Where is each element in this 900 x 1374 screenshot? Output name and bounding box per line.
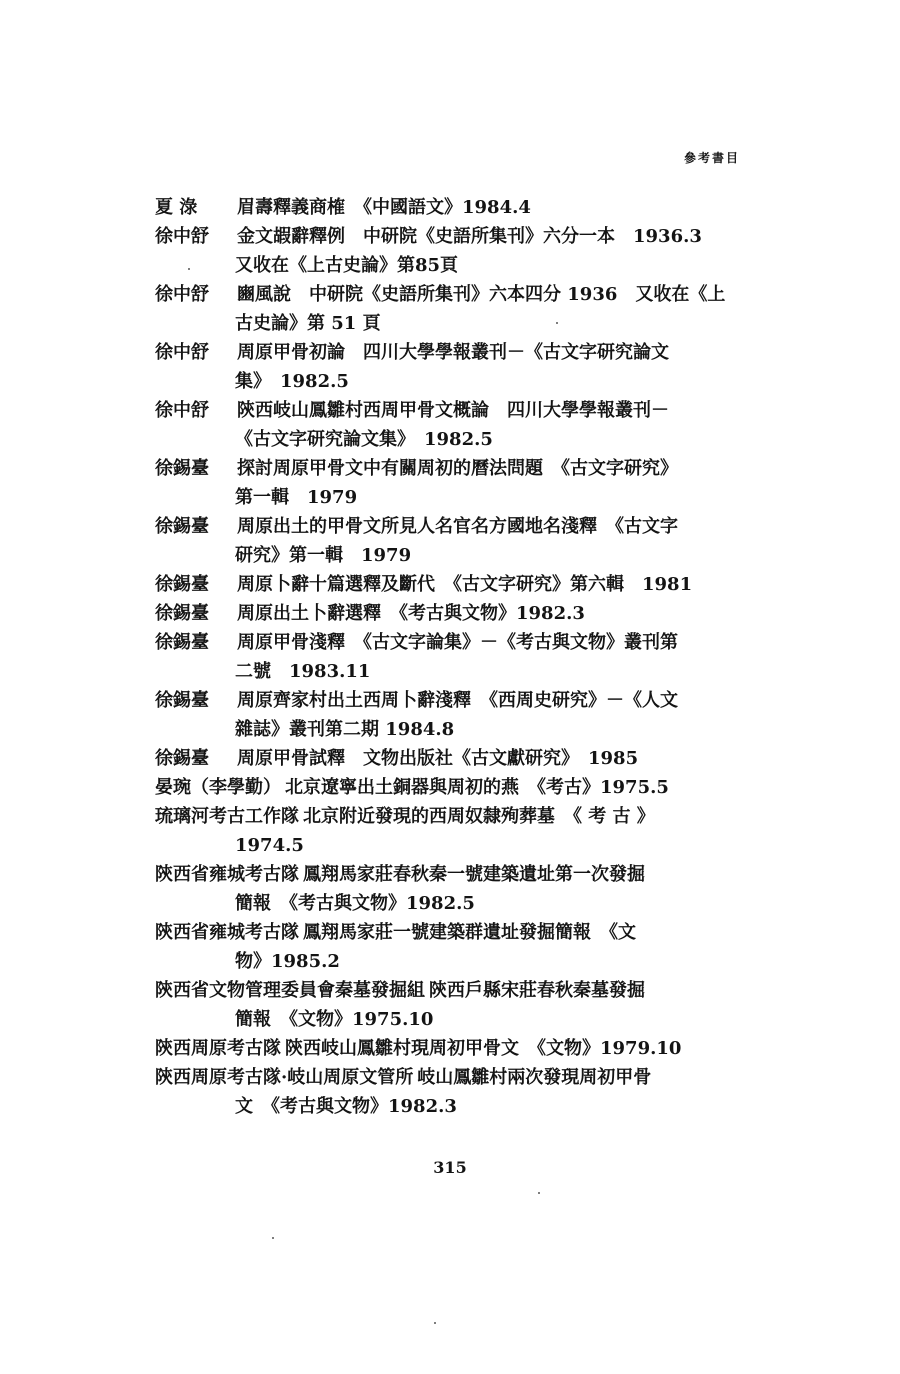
reference-author: 陝西周原考古隊 [155, 1038, 281, 1059]
reference-text: 二號 1983.11 [235, 661, 371, 682]
reference-line [155, 396, 745, 425]
reference-line [155, 251, 745, 280]
reference-text: 周原齊家村出土西周卜辭淺釋 《西周史研究》－《人文 [237, 690, 678, 711]
reference-text: 簡報 《考古與文物》1982.5 [235, 893, 475, 914]
reference-author: 琉璃河考古工作隊 [155, 806, 299, 827]
reference-line [155, 1005, 745, 1034]
reference-entry [155, 1063, 745, 1121]
reference-text: 北京遼寧出土銅器與周初的燕 《考古》1975.5 [285, 777, 669, 798]
reference-text: 集》 1982.5 [235, 371, 349, 392]
reference-line [155, 222, 745, 251]
reference-entry [155, 686, 745, 744]
reference-text: 周原甲骨試釋 文物出版社《古文獻研究》 1985 [237, 748, 639, 769]
reference-entry [155, 338, 745, 396]
reference-author: 徐錫臺 [155, 516, 209, 537]
reference-line [155, 541, 745, 570]
reference-author: 徐錫臺 [155, 603, 209, 624]
reference-line [155, 599, 745, 628]
reference-line [155, 1063, 745, 1092]
reference-line [155, 512, 745, 541]
reference-text: 周原出土的甲骨文所見人名官名方國地名淺釋 《古文字 [237, 516, 678, 537]
reference-text: 金文嘏辭釋例 中研院《史語所集刊》六分一本 1936.3 [237, 226, 702, 247]
reference-line [155, 309, 745, 338]
reference-line [155, 889, 745, 918]
reference-text: 豳風說 中研院《史語所集刊》六本四分 1936 又收在《上 [237, 284, 726, 305]
reference-line [155, 425, 745, 454]
scan-speck [434, 1322, 436, 1324]
reference-text: 1974.5 [235, 835, 304, 856]
reference-entry [155, 512, 745, 570]
reference-text: 研究》第一輯 1979 [235, 545, 412, 566]
reference-author: 陝西省雍城考古隊 [155, 864, 299, 885]
reference-list [155, 193, 745, 1121]
reference-text: 又收在《上古史論》第85頁 [235, 255, 459, 276]
reference-text: 簡報 《文物》1975.10 [235, 1009, 434, 1030]
reference-author: 徐錫臺 [155, 632, 209, 653]
reference-author: 徐中舒 [155, 226, 209, 247]
reference-line [155, 686, 745, 715]
reference-text: 探討周原甲骨文中有關周初的曆法問題 《古文字研究》 [237, 458, 678, 479]
reference-text: 古史論》第 51 頁 [235, 313, 381, 334]
reference-text: 周原甲骨淺釋 《古文字論集》－《考古與文物》叢刊第 [237, 632, 678, 653]
reference-author: 徐錫臺 [155, 574, 209, 595]
scan-speck [556, 322, 558, 324]
reference-author: 徐錫臺 [155, 458, 209, 479]
reference-line [155, 802, 745, 831]
reference-line [155, 1092, 745, 1121]
reference-entry [155, 802, 745, 860]
reference-entry [155, 396, 745, 454]
reference-line [155, 483, 745, 512]
reference-author: 徐中舒 [155, 342, 209, 363]
reference-entry [155, 860, 745, 918]
reference-text: 眉壽釋義商榷 《中國語文》1984.4 [237, 197, 531, 218]
reference-text: 第一輯 1979 [235, 487, 358, 508]
reference-line [155, 570, 745, 599]
reference-author: 陝西省雍城考古隊 [155, 922, 299, 943]
reference-line [155, 454, 745, 483]
reference-line [155, 860, 745, 889]
reference-line [155, 918, 745, 947]
reference-text: 陝西岐山鳳雛村西周甲骨文概論 四川大學學報叢刊－ [237, 400, 669, 421]
reference-line [155, 773, 745, 802]
reference-entry [155, 570, 745, 599]
reference-entry [155, 918, 745, 976]
reference-entry [155, 1034, 745, 1063]
reference-text: 陝西戶縣宋莊春秋秦墓發掘 [429, 980, 645, 1001]
reference-line [155, 280, 745, 309]
reference-line [155, 976, 745, 1005]
reference-author: 徐中舒 [155, 284, 209, 305]
reference-line [155, 367, 745, 396]
reference-entry [155, 599, 745, 628]
reference-entry [155, 628, 745, 686]
reference-author: 徐錫臺 [155, 690, 209, 711]
reference-text: 周原甲骨初論 四川大學學報叢刊－《古文字研究論文 [237, 342, 669, 363]
reference-line [155, 715, 745, 744]
reference-entry [155, 193, 745, 222]
reference-entry [155, 454, 745, 512]
reference-text: 北京附近發現的西周奴隸殉葬墓 《 考 古 》 [303, 806, 655, 827]
reference-line [155, 657, 745, 686]
running-header: 參考書目 [683, 151, 740, 165]
reference-text: 周原卜辭十篇選釋及斷代 《古文字研究》第六輯 1981 [237, 574, 693, 595]
reference-author: 夏 淥 [155, 197, 198, 218]
reference-text: 《古文字研究論文集》 1982.5 [235, 429, 493, 450]
reference-entry [155, 773, 745, 802]
reference-line [155, 338, 745, 367]
reference-text: 周原出土卜辭選釋 《考古與文物》1982.3 [237, 603, 585, 624]
reference-line [155, 1034, 745, 1063]
reference-line [155, 193, 745, 222]
page-number: 315 [433, 1158, 467, 1177]
reference-entry [155, 280, 745, 338]
scan-speck [538, 1192, 540, 1194]
reference-author: 陝西省文物管理委員會秦墓發掘組 [155, 980, 425, 1001]
reference-text: 陝西岐山鳳雛村現周初甲骨文 《文物》1979.10 [285, 1038, 682, 1059]
scan-speck [188, 268, 190, 270]
scan-speck [272, 1237, 274, 1239]
reference-text: 雜誌》叢刊第二期 1984.8 [235, 719, 455, 740]
reference-line [155, 831, 745, 860]
reference-text: 鳳翔馬家莊春秋秦一號建築遺址第一次發掘 [303, 864, 645, 885]
reference-entry [155, 744, 745, 773]
reference-text: 文 《考古與文物》1982.3 [235, 1096, 457, 1117]
reference-author: 晏琬（李學勤） [155, 777, 281, 798]
reference-line [155, 628, 745, 657]
reference-line [155, 744, 745, 773]
reference-line [155, 947, 745, 976]
reference-entry [155, 976, 745, 1034]
reference-author: 徐錫臺 [155, 748, 209, 769]
reference-author: 徐中舒 [155, 400, 209, 421]
reference-text: 鳳翔馬家莊一號建築群遺址發掘簡報 《文 [303, 922, 636, 943]
reference-text: 物》1985.2 [235, 951, 340, 972]
reference-author: 陝西周原考古隊·岐山周原文管所 [155, 1067, 414, 1088]
reference-text: 岐山鳳雛村兩次發現周初甲骨 [417, 1067, 652, 1088]
reference-entry [155, 222, 745, 280]
